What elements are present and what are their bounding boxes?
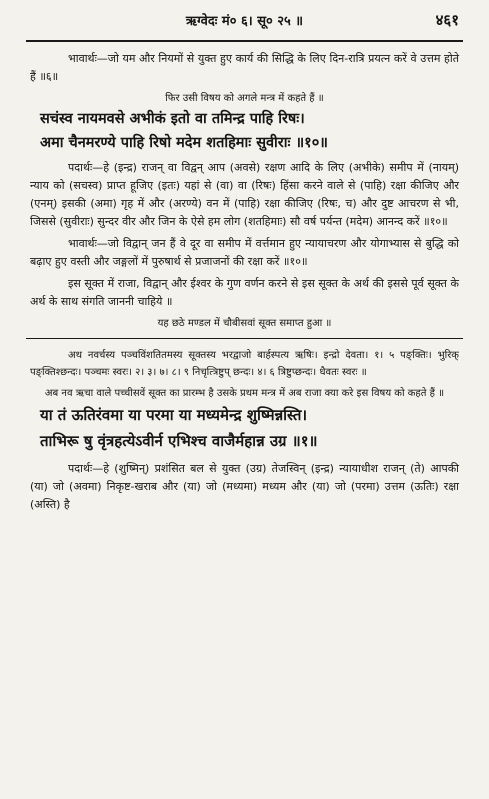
sukta-25-anukramani: अथ नवर्चस्य पञ्चविंशतितमस्य सूक्तस्य भरद्वाजो बार्हस्पत्य ऋषिः। इन्द्रो देवता। १। ५ पङ्क्तिः। भुरिक् पङ्क्तिश्छन्दः। पञ्चमः स्वरः। २। ३। ७। ८। ९ निचृत्त्रिष्टुप् छन्दः। ४। ६ त्रिष्टुप्छन्दः। धैवतः स्वरः ॥ [30,350,459,378]
page-header [30,0,459,40]
section-divider [26,338,463,339]
bhavartha-10: भावार्थः—जो विद्वान् जन हैं वे दूर वा समीप में वर्त्तमान हुए न्यायाचरण और योगाभ्यास से बुद्धि को बढ़ाए हुए वस्ती और जङ्गलों में पुरुषार्थ से प्रजाजनों की रक्षा करें ॥१०॥ [30,237,459,268]
mantra-10-line-2: अमा चैनमरण्ये पाहि रिषो मदेम शतहिमाः सुवीराः ॥१०॥ [40,135,328,151]
mantra-intro-10: फिर उसी विषय को अगले मन्त्र में कहते हैं ॥ [165,93,324,104]
page-number: ४६१ [435,11,459,29]
padartha-10: पदार्थः—हे (इन्द्र) राजन् वा विद्वन् आप (अवसे) रक्षण आदि के लिए (अभीके) समीप में (नायम्) न्याय को (सचस्व) प्राप्त हूजिए (इतः) यहां से (वा) वा (रिषः) हिंसा करने वाले से (पाहि) रक्षा कीजिए और (एनम्) इसकी (अमा) गृह में और (अरण्ये) वन में (पाहि) रक्षा कीजिए (रिषः, च) और दुष्ट आचरण से भी, जिससे (सुवीराः) सुन्दर वीर और जिन के ऐसे हम लोग (शतहिमाः) सौ वर्ष पर्यन्त (मदेम) आनन्द करें ॥१०॥ [30,161,459,228]
sukta-summary: इस सूक्त में राजा, विद्वान् और ईश्वर के गुण वर्णन करने से इस सूक्त के अर्थ की इससे पूर्व सूक्त के अर्थ के साथ संगति जाननी चाहिये ॥ [30,277,459,308]
bhavartha-9: भावार्थः—जो यम और नियमों से युक्त हुए कार्य की सिद्धि के लिए दिन-रात्रि प्रयत्न करें वे उत्तम होते हैं ॥६॥ [30,52,459,83]
sukta-colophon: यह छठे मण्डल में चौबीसवां सूक्त समाप्त हुआ ॥ [157,318,332,329]
mantra-1-line-1: या तं ऊतिरंवमा या परमा या मध्यमेन्द्र शुष्मिन्नस्ति। [40,406,308,424]
mantra-1-line-2: ताभिरू षु वृंत्रहत्येऽवीर्न एभिश्च वाजैर्महान्न उग्र ॥१॥ [40,432,318,450]
padartha-1: पदार्थः—हे (शुष्मिन्) प्रशंसित बल से युक्त (उग्र) तेजस्विन् (इन्द्र) न्यायाधीश राजन् (ते) आपकी (या) जो (अवमा) निकृष्ट-खराब और (या) जो (मध्यमा) मध्यम और (या) जो (परमा) उत्तम (ऊतिः) रक्षा (अस्ति) है [30,462,459,511]
mantra-intro-1: अब नव ऋचा वाले पच्चीसवें सूक्त का प्रारम्भ है उसके प्रथम मन्त्र में अब राजा क्या करे इस विषय को कहते हैं ॥ [44,388,445,399]
running-head: ऋग्वेदः मं० ६। सू० २५ ॥ [185,14,304,29]
mantra-10-line-1: सचंस्व नायमवसे अभीकं इतो वा तमिन्द्र पाहि रिषः। [40,111,305,127]
